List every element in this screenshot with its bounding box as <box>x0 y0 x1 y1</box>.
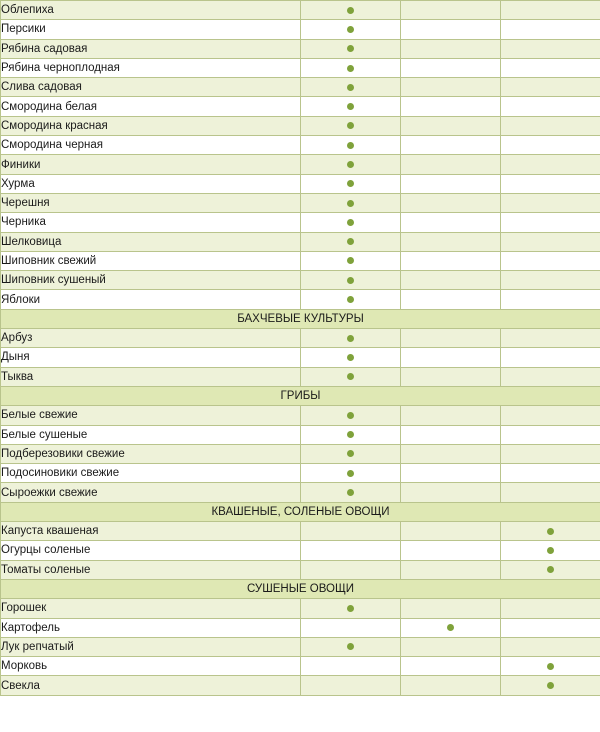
mark-cell-3 <box>501 367 600 386</box>
item-name: Лук репчатый <box>1 637 301 656</box>
item-name: Подосиновики свежие <box>1 464 301 483</box>
mark-cell-2 <box>401 618 501 637</box>
mark-cell-1 <box>301 483 401 502</box>
table-row <box>1 348 600 367</box>
mark-cell-3 <box>501 193 600 212</box>
mark-cell-1 <box>301 155 401 174</box>
marker-dot-icon <box>347 142 354 149</box>
mark-cell-3 <box>501 348 600 367</box>
marker-dot-icon <box>347 354 354 361</box>
mark-cell-3 <box>501 39 600 58</box>
mark-cell-1 <box>301 444 401 463</box>
item-name: Подберезовики свежие <box>1 444 301 463</box>
item-name: Картофель <box>1 618 301 637</box>
table-row <box>1 290 600 309</box>
mark-cell-3 <box>501 232 600 251</box>
mark-cell-2 <box>401 271 501 290</box>
table-row <box>1 155 600 174</box>
mark-cell-1 <box>301 232 401 251</box>
mark-cell-2 <box>401 39 501 58</box>
marker-dot-icon <box>347 84 354 91</box>
marker-dot-icon <box>347 450 354 457</box>
marker-dot-icon <box>347 277 354 284</box>
mark-cell-2 <box>401 560 501 579</box>
table-row <box>1 676 600 695</box>
section-header-row <box>1 579 600 598</box>
marker-dot-icon <box>547 547 554 554</box>
mark-cell-3 <box>501 599 600 618</box>
table-row <box>1 232 600 251</box>
item-name: Арбуз <box>1 329 301 348</box>
item-name: Смородина черная <box>1 136 301 155</box>
item-name: Персики <box>1 20 301 39</box>
table-row <box>1 618 600 637</box>
table-row <box>1 483 600 502</box>
table-row <box>1 425 600 444</box>
item-name: Рябина черноплодная <box>1 58 301 77</box>
marker-dot-icon <box>347 373 354 380</box>
mark-cell-3 <box>501 676 600 695</box>
marker-dot-icon <box>347 257 354 264</box>
item-name: Яблоки <box>1 290 301 309</box>
mark-cell-2 <box>401 1 501 20</box>
item-name: Морковь <box>1 657 301 676</box>
mark-cell-3 <box>501 541 600 560</box>
mark-cell-2 <box>401 676 501 695</box>
mark-cell-2 <box>401 58 501 77</box>
mark-cell-1 <box>301 425 401 444</box>
marker-dot-icon <box>347 470 354 477</box>
mark-cell-2 <box>401 541 501 560</box>
mark-cell-3 <box>501 174 600 193</box>
table-row <box>1 39 600 58</box>
mark-cell-1 <box>301 676 401 695</box>
item-name: Капуста квашеная <box>1 522 301 541</box>
mark-cell-2 <box>401 348 501 367</box>
item-name: Белые свежие <box>1 406 301 425</box>
mark-cell-1 <box>301 599 401 618</box>
mark-cell-2 <box>401 329 501 348</box>
mark-cell-1 <box>301 406 401 425</box>
mark-cell-3 <box>501 560 600 579</box>
table-row <box>1 251 600 270</box>
mark-cell-2 <box>401 193 501 212</box>
mark-cell-1 <box>301 193 401 212</box>
item-name: Шиповник свежий <box>1 251 301 270</box>
mark-cell-2 <box>401 637 501 656</box>
mark-cell-1 <box>301 560 401 579</box>
item-name: Смородина красная <box>1 116 301 135</box>
mark-cell-2 <box>401 155 501 174</box>
mark-cell-2 <box>401 444 501 463</box>
mark-cell-2 <box>401 599 501 618</box>
mark-cell-2 <box>401 20 501 39</box>
table-row <box>1 599 600 618</box>
item-name: Дыня <box>1 348 301 367</box>
mark-cell-1 <box>301 97 401 116</box>
mark-cell-1 <box>301 116 401 135</box>
mark-cell-2 <box>401 657 501 676</box>
section-title: БАХЧЕВЫЕ КУЛЬТУРЫ <box>1 309 600 328</box>
mark-cell-1 <box>301 522 401 541</box>
mark-cell-1 <box>301 251 401 270</box>
mark-cell-3 <box>501 97 600 116</box>
table-row <box>1 367 600 386</box>
marker-dot-icon <box>347 161 354 168</box>
item-name: Рябина садовая <box>1 39 301 58</box>
marker-dot-icon <box>347 296 354 303</box>
section-header-row <box>1 309 600 328</box>
item-name: Шелковица <box>1 232 301 251</box>
table-row <box>1 136 600 155</box>
marker-dot-icon <box>547 566 554 573</box>
table-row <box>1 174 600 193</box>
table-row <box>1 522 600 541</box>
mark-cell-1 <box>301 367 401 386</box>
item-name: Огурцы соленые <box>1 541 301 560</box>
mark-cell-3 <box>501 618 600 637</box>
mark-cell-3 <box>501 136 600 155</box>
mark-cell-3 <box>501 251 600 270</box>
mark-cell-2 <box>401 483 501 502</box>
item-name: Финики <box>1 155 301 174</box>
mark-cell-3 <box>501 657 600 676</box>
marker-dot-icon <box>347 7 354 14</box>
marker-dot-icon <box>347 335 354 342</box>
mark-cell-2 <box>401 97 501 116</box>
mark-cell-2 <box>401 290 501 309</box>
mark-cell-1 <box>301 464 401 483</box>
table-row <box>1 444 600 463</box>
marker-dot-icon <box>347 643 354 650</box>
mark-cell-1 <box>301 136 401 155</box>
mark-cell-1 <box>301 78 401 97</box>
table-body <box>1 1 600 696</box>
mark-cell-2 <box>401 78 501 97</box>
mark-cell-2 <box>401 406 501 425</box>
mark-cell-3 <box>501 116 600 135</box>
mark-cell-1 <box>301 541 401 560</box>
item-name: Тыква <box>1 367 301 386</box>
table-row <box>1 560 600 579</box>
item-name: Свекла <box>1 676 301 695</box>
mark-cell-3 <box>501 1 600 20</box>
table-row <box>1 193 600 212</box>
table-row <box>1 329 600 348</box>
table-row <box>1 97 600 116</box>
mark-cell-2 <box>401 116 501 135</box>
mark-cell-2 <box>401 425 501 444</box>
marker-dot-icon <box>347 45 354 52</box>
mark-cell-3 <box>501 78 600 97</box>
table-row <box>1 541 600 560</box>
mark-cell-1 <box>301 637 401 656</box>
mark-cell-2 <box>401 522 501 541</box>
mark-cell-1 <box>301 20 401 39</box>
table-row <box>1 78 600 97</box>
item-name: Черника <box>1 213 301 232</box>
marker-dot-icon <box>347 122 354 129</box>
item-name: Слива садовая <box>1 78 301 97</box>
mark-cell-1 <box>301 271 401 290</box>
table-row <box>1 1 600 20</box>
section-title: КВАШЕНЫЕ, СОЛЕНЫЕ ОВОЩИ <box>1 502 600 521</box>
item-name: Смородина белая <box>1 97 301 116</box>
mark-cell-3 <box>501 20 600 39</box>
mark-cell-2 <box>401 136 501 155</box>
marker-dot-icon <box>347 26 354 33</box>
item-name: Томаты соленые <box>1 560 301 579</box>
section-title: СУШЕНЫЕ ОВОЩИ <box>1 579 600 598</box>
table-row <box>1 657 600 676</box>
marker-dot-icon <box>347 180 354 187</box>
marker-dot-icon <box>347 605 354 612</box>
table-row <box>1 464 600 483</box>
mark-cell-3 <box>501 425 600 444</box>
mark-cell-3 <box>501 271 600 290</box>
item-name: Хурма <box>1 174 301 193</box>
marker-dot-icon <box>347 431 354 438</box>
table-row <box>1 406 600 425</box>
table-row <box>1 116 600 135</box>
mark-cell-3 <box>501 58 600 77</box>
item-name: Белые сушеные <box>1 425 301 444</box>
mark-cell-1 <box>301 290 401 309</box>
mark-cell-3 <box>501 213 600 232</box>
marker-dot-icon <box>347 65 354 72</box>
mark-cell-3 <box>501 444 600 463</box>
item-name: Облепиха <box>1 1 301 20</box>
mark-cell-2 <box>401 251 501 270</box>
table-row <box>1 20 600 39</box>
marker-dot-icon <box>347 238 354 245</box>
mark-cell-1 <box>301 39 401 58</box>
mark-cell-1 <box>301 58 401 77</box>
mark-cell-2 <box>401 232 501 251</box>
mark-cell-3 <box>501 522 600 541</box>
table-row <box>1 58 600 77</box>
section-header-row <box>1 502 600 521</box>
mark-cell-3 <box>501 483 600 502</box>
table-row <box>1 637 600 656</box>
mark-cell-1 <box>301 618 401 637</box>
mark-cell-2 <box>401 464 501 483</box>
mark-cell-2 <box>401 213 501 232</box>
marker-dot-icon <box>347 489 354 496</box>
mark-cell-3 <box>501 464 600 483</box>
mark-cell-2 <box>401 174 501 193</box>
table-row <box>1 213 600 232</box>
marker-dot-icon <box>547 528 554 535</box>
mark-cell-1 <box>301 213 401 232</box>
marker-dot-icon <box>547 663 554 670</box>
mark-cell-3 <box>501 155 600 174</box>
mark-cell-3 <box>501 637 600 656</box>
marker-dot-icon <box>347 219 354 226</box>
mark-cell-1 <box>301 329 401 348</box>
mark-cell-1 <box>301 657 401 676</box>
marker-dot-icon <box>347 103 354 110</box>
table-row <box>1 271 600 290</box>
marker-dot-icon <box>347 200 354 207</box>
section-header-row <box>1 386 600 405</box>
mark-cell-1 <box>301 348 401 367</box>
mark-cell-1 <box>301 1 401 20</box>
item-name: Шиповник сушеный <box>1 271 301 290</box>
item-name: Сыроежки свежие <box>1 483 301 502</box>
mark-cell-1 <box>301 174 401 193</box>
section-title: ГРИБЫ <box>1 386 600 405</box>
mark-cell-3 <box>501 329 600 348</box>
marker-dot-icon <box>447 624 454 631</box>
mark-cell-3 <box>501 406 600 425</box>
marker-dot-icon <box>547 682 554 689</box>
marker-dot-icon <box>347 412 354 419</box>
mark-cell-2 <box>401 367 501 386</box>
mark-cell-3 <box>501 290 600 309</box>
item-name: Горошек <box>1 599 301 618</box>
item-name: Черешня <box>1 193 301 212</box>
